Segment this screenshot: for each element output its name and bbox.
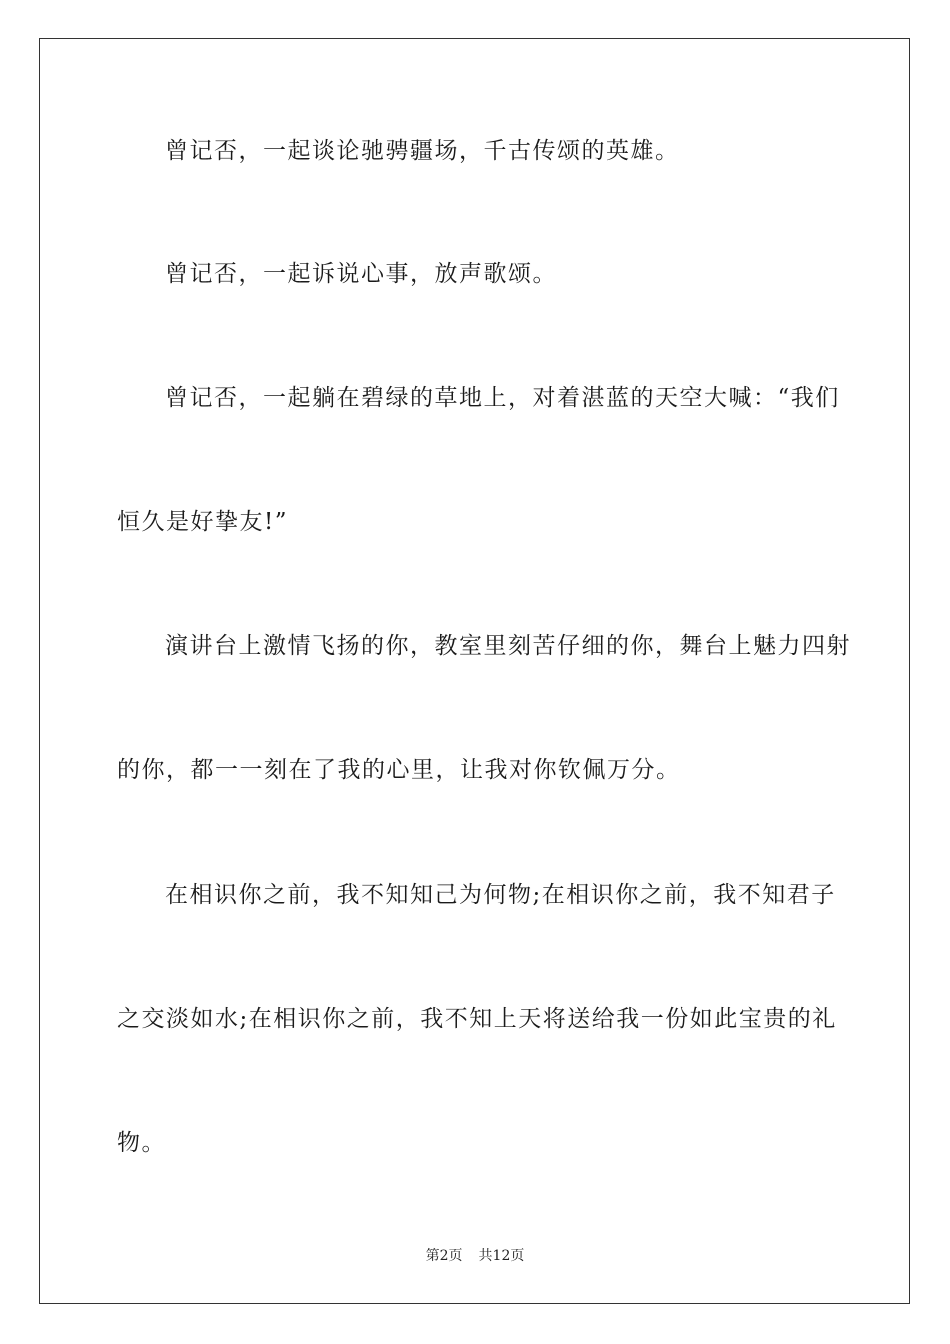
paragraph-line: 曾记否，一起诉说心事，放声歌颂。 [165, 261, 557, 287]
page-number: 第2页 [425, 1248, 463, 1264]
page-footer [0, 1246, 950, 1266]
page-border [39, 38, 910, 1304]
paragraph-line: 在相识你之前，我不知知己为何物;在相识你之前，我不知君子 [165, 882, 836, 908]
page-total: 共12页 [478, 1248, 525, 1264]
paragraph-line: 恒久是好挚友!” [117, 509, 289, 535]
paragraph-line: 曾记否，一起躺在碧绿的草地上，对着湛蓝的天空大喊：“我们 [165, 385, 840, 411]
paragraph-line: 物。 [117, 1130, 166, 1156]
paragraph-line: 曾记否，一起谈论驰骋疆场，千古传颂的英雄。 [165, 138, 680, 164]
paragraph-line: 之交淡如水;在相识你之前，我不知上天将送给我一份如此宝贵的礼 [117, 1006, 837, 1032]
paragraph-line: 的你，都一一刻在了我的心里，让我对你钦佩万分。 [117, 757, 681, 783]
paragraph-line: 演讲台上激情飞扬的你，教室里刻苦仔细的你，舞台上魅力四射 [165, 633, 851, 659]
